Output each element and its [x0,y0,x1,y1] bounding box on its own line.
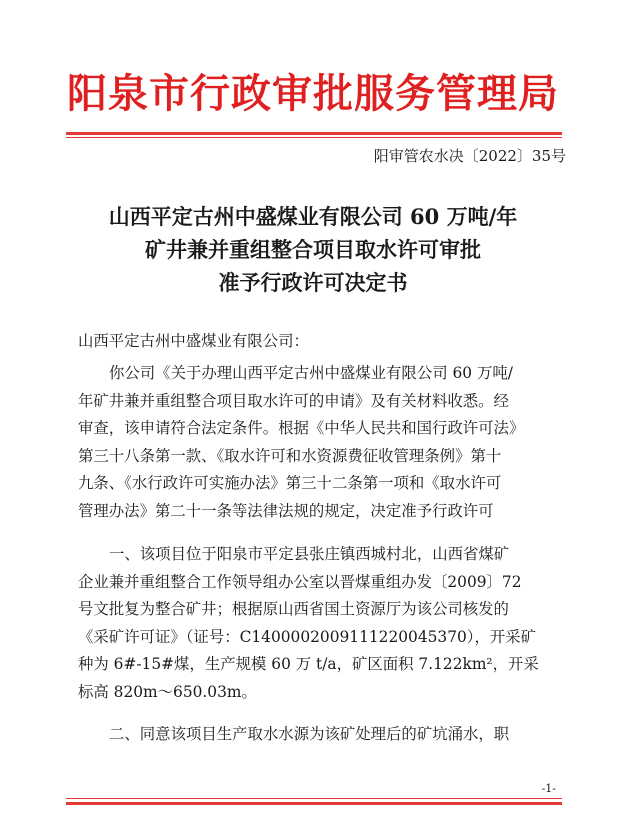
paragraph-3 [78,721,558,749]
paragraph-2-line: 《采矿许可证》（证号：C1400002009111220045370），开采矿 [78,627,537,646]
document-number: 阳审管农水决〔2022〕35号 [373,147,566,165]
document-title [0,200,626,299]
paragraph-2-line: 号文批复为整合矿井；根据原山西省国土资源厅为该公司核发的 [78,600,509,618]
footer-red-rule-thick [66,802,562,805]
page-number: -1- [541,782,556,795]
paragraph-1-line: 审查，该申请符合法定条件。根据《中华人民共和国行政许可法》 [78,419,525,437]
document-title-line-2: 矿井兼并重组整合项目取水许可审批 [145,237,481,262]
header-red-rule-thin [66,137,562,138]
footer-red-rule-thin [66,798,562,799]
paragraph-2-line: 企业兼并重组整合工作领导组办公室以晋煤重组办发〔2009〕72 [78,572,522,591]
paragraph-1-line: 你公司《关于办理山西平定古州中盛煤业有限公司 60 万吨/ [109,364,513,382]
paragraph-1-line: 九条、《水行政许可实施办法》第三十二条第一项和《取水许可 [78,474,502,492]
paragraph-1-line: 年矿井兼并重组整合项目取水许可的申请》及有关材料收悉。经 [78,391,509,410]
issuing-authority-header: 阳泉市行政审批服务管理局 [67,70,559,117]
paragraph-3-line: 二、同意该项目生产取水水源为该矿处理后的矿坑涌水，职 [109,725,510,743]
salutation: 山西平定古州中盛煤业有限公司： [78,332,309,350]
paragraph-1-line: 管理办法》第二十一条等法律法规的规定，决定准予行政许可 [78,501,494,520]
paragraph-2-line: 一、该项目位于阳泉市平定县张庄镇西城村北，山西省煤矿 [109,545,510,563]
document-title-line-1: 山西平定古州中盛煤业有限公司 60 万吨/年 [108,204,518,229]
header-red-rule-thick [66,132,562,135]
paragraph-2-line: 种为 6#-15#煤，生产规模 60 万 t/a，矿区面积 7.122km²，开采 [78,655,539,673]
paragraph-2 [78,541,558,706]
document-title-line-3: 准予行政许可决定书 [218,270,408,295]
paragraph-1-line: 第三十八条第一款、《取水许可和水资源费征收管理条例》第十 [78,446,502,465]
paragraph-1 [78,360,558,525]
paragraph-2-line: 标高 820m～650.03m。 [78,682,257,701]
